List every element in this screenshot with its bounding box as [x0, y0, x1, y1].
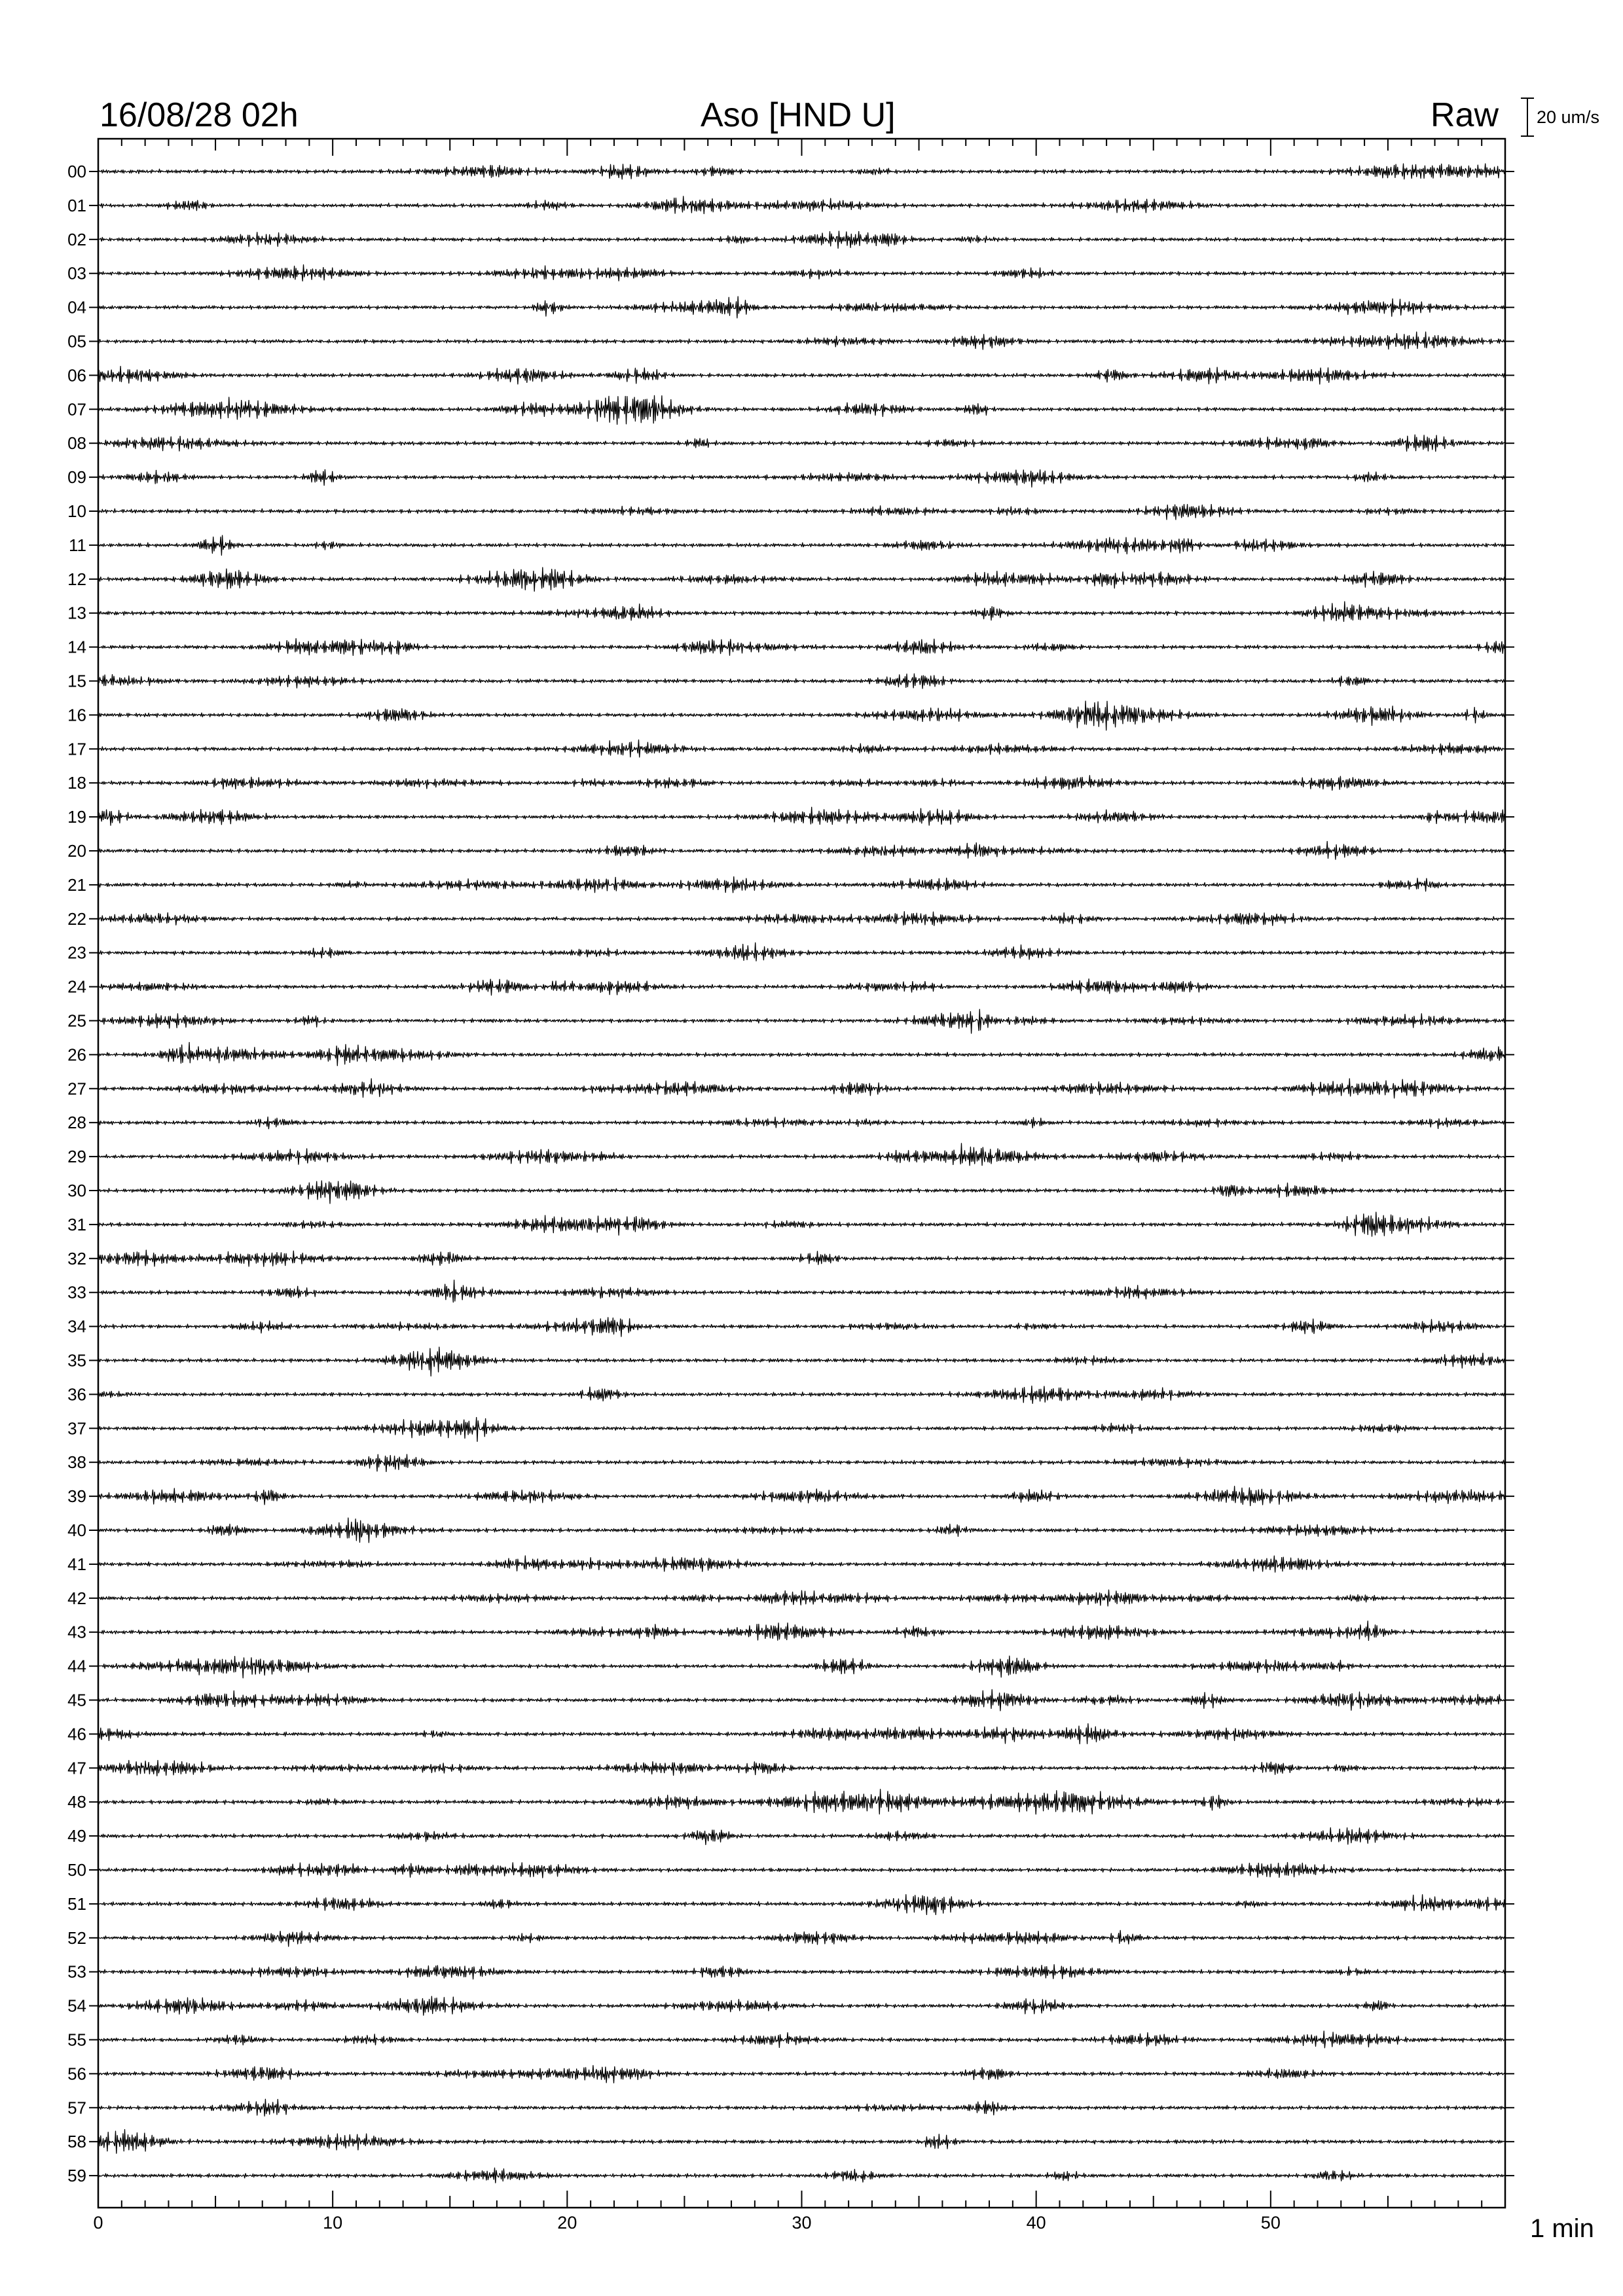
row-label: 42	[67, 1588, 86, 1608]
row-label: 54	[67, 1996, 86, 2016]
row-label: 38	[67, 1452, 86, 1473]
trace-line-01	[98, 196, 1505, 214]
row-label: 30	[67, 1181, 86, 1200]
x-tick-label: 40	[1026, 2213, 1046, 2233]
row-label: 40	[67, 1520, 86, 1540]
row-label: 18	[67, 773, 86, 793]
plot-frame	[98, 139, 1505, 2208]
processing-mode: Raw	[1431, 96, 1499, 134]
row-label: 25	[67, 1011, 86, 1031]
row-label: 15	[67, 671, 86, 691]
trace-line-07	[98, 395, 1505, 424]
chart-title: Aso [HND U]	[701, 96, 896, 134]
row-label: 48	[67, 1792, 86, 1812]
row-label: 23	[67, 942, 86, 963]
row-label: 07	[67, 399, 86, 420]
trace-line-20	[98, 842, 1505, 860]
trace-line-56	[98, 2066, 1505, 2083]
x-tick-label: 20	[557, 2213, 577, 2233]
trace-line-47	[98, 1761, 1505, 1776]
row-label: 12	[67, 569, 86, 589]
trace-line-53	[98, 1965, 1505, 1979]
trace-line-46	[98, 1724, 1505, 1744]
trace-line-35	[98, 1347, 1505, 1376]
trace-line-21	[98, 877, 1505, 893]
trace-line-02	[98, 231, 1505, 248]
trace-line-22	[98, 912, 1505, 925]
row-label: 22	[67, 908, 86, 929]
row-label: 28	[67, 1113, 86, 1133]
row-label: 45	[67, 1690, 86, 1710]
trace-line-06	[98, 367, 1505, 384]
trace-line-42	[98, 1590, 1505, 1606]
trace-line-27	[98, 1079, 1505, 1098]
trace-line-26	[98, 1043, 1505, 1066]
row-label: 03	[67, 263, 86, 283]
row-label: 39	[67, 1486, 86, 1507]
trace-line-55	[98, 2031, 1505, 2048]
row-label: 14	[67, 637, 86, 657]
row-label: 10	[67, 501, 86, 521]
row-label: 00	[67, 162, 86, 181]
trace-line-41	[98, 1556, 1505, 1572]
trace-line-49	[98, 1828, 1505, 1845]
trace-line-10	[98, 505, 1505, 520]
trace-line-33	[98, 1280, 1505, 1302]
row-label: 46	[67, 1724, 86, 1744]
row-label: 51	[67, 1893, 86, 1914]
row-label: 53	[67, 1962, 86, 1982]
trace-line-29	[98, 1143, 1505, 1166]
row-label: 01	[67, 195, 86, 215]
amplitude-scale-bar	[1521, 98, 1534, 136]
amplitude-scale-label: 20 um/s	[1537, 107, 1600, 127]
trace-line-17	[98, 740, 1505, 757]
x-axis-label: 1 min	[1530, 2214, 1594, 2243]
trace-line-24	[98, 979, 1505, 996]
chart-date: 16/08/28 02h	[100, 96, 299, 134]
row-label: 04	[67, 297, 86, 317]
trace-line-43	[98, 1621, 1505, 1641]
trace-line-36	[98, 1386, 1505, 1404]
row-label: 16	[67, 705, 86, 725]
trace-line-57	[98, 2099, 1505, 2116]
trace-line-19	[98, 807, 1505, 825]
row-label: 56	[67, 2064, 86, 2084]
trace-line-51	[98, 1895, 1505, 1915]
trace-line-28	[98, 1117, 1505, 1129]
row-label: 47	[67, 1758, 86, 1778]
row-label: 44	[67, 1656, 86, 1676]
trace-line-48	[98, 1789, 1505, 1814]
x-tick-label: 30	[792, 2213, 812, 2233]
row-label: 41	[67, 1554, 86, 1574]
row-label: 36	[67, 1384, 86, 1405]
row-label: 08	[67, 433, 86, 454]
x-tick-label: 50	[1260, 2213, 1281, 2233]
trace-line-11	[98, 535, 1505, 555]
trace-line-39	[98, 1486, 1505, 1506]
row-label: 27	[67, 1079, 86, 1099]
trace-line-31	[98, 1212, 1505, 1236]
trace-line-12	[98, 567, 1505, 591]
row-label: 26	[67, 1045, 86, 1065]
row-label: 37	[67, 1418, 86, 1439]
row-label: 13	[67, 603, 86, 623]
trace-line-25	[98, 1009, 1505, 1033]
row-label: 17	[67, 739, 86, 759]
row-label: 06	[67, 365, 86, 386]
row-label: 59	[67, 2166, 86, 2186]
row-label: 05	[67, 331, 86, 351]
trace-line-32	[98, 1250, 1505, 1266]
row-label: 20	[67, 841, 86, 861]
row-label: 19	[67, 807, 86, 827]
row-label: 52	[67, 1928, 86, 1948]
trace-line-04	[98, 296, 1505, 318]
row-label: 21	[67, 874, 86, 895]
row-label: 58	[67, 2132, 86, 2152]
row-label: 43	[67, 1622, 86, 1642]
row-label: 29	[67, 1147, 86, 1167]
trace-line-52	[98, 1930, 1505, 1946]
row-label: 24	[67, 977, 86, 997]
trace-line-59	[98, 2168, 1505, 2183]
row-label: 57	[67, 2098, 86, 2118]
trace-line-40	[98, 1518, 1505, 1543]
trace-line-00	[98, 164, 1505, 179]
row-label: 50	[67, 1860, 86, 1880]
row-label: 55	[67, 2030, 86, 2050]
trace-line-09	[98, 470, 1505, 488]
row-label: 34	[67, 1316, 86, 1336]
trace-line-23	[98, 942, 1505, 961]
trace-line-50	[98, 1863, 1505, 1878]
trace-line-08	[98, 435, 1505, 451]
trace-line-44	[98, 1656, 1505, 1678]
trace-line-03	[98, 265, 1505, 281]
trace-line-15	[98, 673, 1505, 689]
row-label: 49	[67, 1826, 86, 1846]
trace-line-58	[98, 2130, 1505, 2154]
trace-line-18	[98, 776, 1505, 791]
trace-line-34	[98, 1318, 1505, 1336]
trace-line-38	[98, 1454, 1505, 1471]
row-label: 09	[67, 467, 86, 488]
trace-line-37	[98, 1418, 1505, 1442]
x-tick-label: 10	[323, 2213, 343, 2233]
x-tick-label: 0	[93, 2213, 103, 2233]
row-label: 11	[69, 535, 86, 555]
trace-line-14	[98, 639, 1505, 656]
trace-line-16	[98, 701, 1505, 730]
row-label: 32	[67, 1248, 86, 1268]
trace-line-54	[98, 1996, 1505, 2015]
row-label: 31	[67, 1214, 86, 1234]
trace-line-13	[98, 601, 1505, 621]
trace-line-30	[98, 1181, 1505, 1204]
row-label: 35	[67, 1350, 86, 1371]
trace-line-05	[98, 332, 1505, 350]
row-label: 02	[67, 229, 86, 249]
row-label: 33	[67, 1282, 86, 1302]
trace-line-45	[98, 1689, 1505, 1711]
